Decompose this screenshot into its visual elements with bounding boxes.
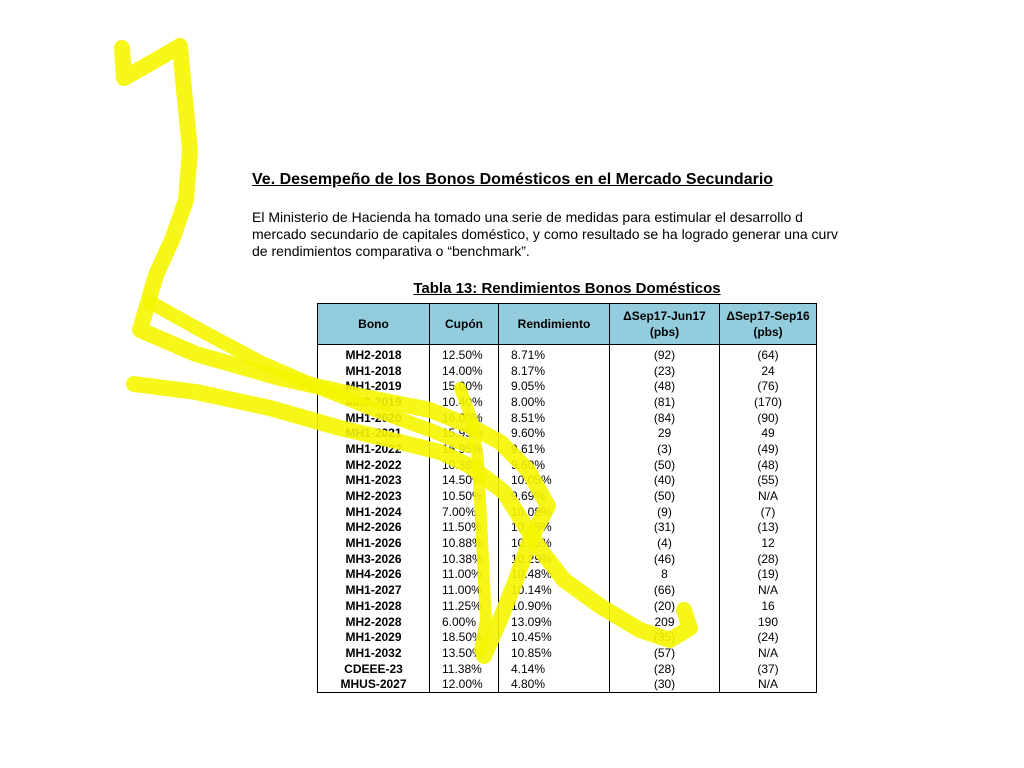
cupon-cell: 18.50%	[430, 629, 499, 645]
rendimiento-cell: 10.90%	[499, 598, 610, 614]
header-bono: Bono	[318, 304, 430, 345]
delta-sep-cell: (37)	[720, 661, 817, 677]
delta-jun-cell: (40)	[610, 473, 720, 489]
bono-cell: MH1-2024	[318, 504, 430, 520]
delta-jun-cell: (84)	[610, 410, 720, 426]
table-row	[318, 363, 817, 379]
delta-sep-cell: (90)	[720, 410, 817, 426]
rendimiento-cell: 9.61%	[499, 441, 610, 457]
table-row	[318, 520, 817, 536]
delta-jun-cell: 29	[610, 425, 720, 441]
rendimiento-cell: 9.60%	[499, 457, 610, 473]
rendimiento-cell: 10.45%	[499, 629, 610, 645]
rendimiento-cell: 4.14%	[499, 661, 610, 677]
rendimiento-cell: 10.29%	[499, 551, 610, 567]
delta-jun-cell: (4)	[610, 535, 720, 551]
table-row	[318, 535, 817, 551]
delta-sep-cell: 190	[720, 614, 817, 630]
rendimiento-cell: 13.09%	[499, 614, 610, 630]
table-row	[318, 425, 817, 441]
delta-sep-cell: 49	[720, 425, 817, 441]
delta-jun-cell: (50)	[610, 457, 720, 473]
delta-jun-cell: (30)	[610, 676, 720, 692]
cupon-cell: 15.95%	[430, 425, 499, 441]
cupon-cell: 11.00%	[430, 582, 499, 598]
header-delta-sep17-jun17: ΔSep17-Jun17 (pbs)	[610, 304, 720, 345]
table-row	[318, 629, 817, 645]
cupon-cell: 13.50%	[430, 645, 499, 661]
delta-sep-cell: (55)	[720, 473, 817, 489]
table-row	[318, 473, 817, 489]
rendimiento-cell: 8.51%	[499, 410, 610, 426]
rendimiento-cell: 10.85%	[499, 645, 610, 661]
table-row	[318, 614, 817, 630]
rendimiento-cell: 10.45%	[499, 520, 610, 536]
paragraph-line: mercado secundario de capitales doméstico, y como resultado se ha logrado generar una curv	[252, 226, 838, 242]
cupon-cell: 10.50%	[430, 488, 499, 504]
bono-cell: CDEEE-23	[318, 661, 430, 677]
table-row	[318, 567, 817, 583]
bono-cell: MH1-2021	[318, 425, 430, 441]
paragraph-line: de rendimientos comparativa o “benchmark”.	[252, 243, 530, 259]
cupon-cell: 6.00%	[430, 614, 499, 630]
delta-sep-cell: (7)	[720, 504, 817, 520]
delta-jun-cell: (3)	[610, 441, 720, 457]
delta-sep-cell: 12	[720, 535, 817, 551]
header-row	[318, 304, 817, 345]
cupon-cell: 14.00%	[430, 363, 499, 379]
intro-paragraph	[252, 209, 912, 260]
table-row	[318, 394, 817, 410]
delta-jun-cell: (81)	[610, 394, 720, 410]
table-row	[318, 378, 817, 394]
delta-jun-cell: (92)	[610, 345, 720, 363]
table-row	[318, 488, 817, 504]
rendimiento-cell: 9.69%	[499, 488, 610, 504]
bono-cell: MH1-2019	[318, 378, 430, 394]
header-cupon: Cupón	[430, 304, 499, 345]
header-rendimiento: Rendimiento	[499, 304, 610, 345]
paragraph-line: El Ministerio de Hacienda ha tomado una serie de medidas para estimular el desarrollo d	[252, 209, 803, 225]
table-row	[318, 410, 817, 426]
cupon-cell: 7.00%	[430, 504, 499, 520]
bono-cell: MH4-2026	[318, 567, 430, 583]
cupon-cell: 16.00%	[430, 410, 499, 426]
table-row	[318, 645, 817, 661]
bono-cell: MH2-2026	[318, 520, 430, 536]
delta-sep-cell: 24	[720, 363, 817, 379]
rendimiento-cell: 10.14%	[499, 582, 610, 598]
delta-sep-cell: (64)	[720, 345, 817, 363]
cupon-cell: 11.00%	[430, 567, 499, 583]
cupon-cell: 11.38%	[430, 661, 499, 677]
bono-cell: MH1-2023	[318, 473, 430, 489]
table-row	[318, 345, 817, 363]
bono-cell: MH1-2018	[318, 363, 430, 379]
cupon-cell: 10.88%	[430, 535, 499, 551]
bono-cell: MH2-2019	[318, 394, 430, 410]
delta-jun-cell: (50)	[610, 488, 720, 504]
bond-yield-table	[317, 303, 817, 693]
table-row	[318, 676, 817, 692]
rendimiento-cell: 10.05%	[499, 473, 610, 489]
delta-sep-cell: N/A	[720, 582, 817, 598]
bono-cell: MH2-2028	[318, 614, 430, 630]
table-body	[318, 345, 817, 693]
bono-cell: MH1-2020	[318, 410, 430, 426]
rendimiento-cell: 4.80%	[499, 676, 610, 692]
delta-sep-cell: N/A	[720, 676, 817, 692]
table-row	[318, 504, 817, 520]
delta-sep-cell: (13)	[720, 520, 817, 536]
bono-cell: MH1-2027	[318, 582, 430, 598]
delta-jun-cell: (66)	[610, 582, 720, 598]
bono-cell: MH2-2018	[318, 345, 430, 363]
cupon-cell: 12.50%	[430, 345, 499, 363]
section-title: Ve. Desempeño de los Bonos Domésticos en el Mercado Secundario	[252, 171, 774, 188]
bono-cell: MH2-2022	[318, 457, 430, 473]
delta-jun-cell: 209	[610, 614, 720, 630]
header-delta-sep17-sep16: ΔSep17-Sep16 (pbs)	[720, 304, 817, 345]
delta-jun-cell: (31)	[610, 520, 720, 536]
delta-jun-cell: 8	[610, 567, 720, 583]
bono-cell: MHUS-2027	[318, 676, 430, 692]
rendimiento-cell: 8.17%	[499, 363, 610, 379]
table-row	[318, 551, 817, 567]
cupon-cell: 10.38%	[430, 551, 499, 567]
delta-jun-cell: (20)	[610, 598, 720, 614]
cupon-cell: 14.50%	[430, 473, 499, 489]
rendimiento-cell: 9.05%	[499, 378, 610, 394]
cupon-cell: 11.50%	[430, 520, 499, 536]
table-row	[318, 598, 817, 614]
table-row	[318, 441, 817, 457]
cupon-cell: 12.00%	[430, 676, 499, 692]
bono-cell: MH3-2026	[318, 551, 430, 567]
delta-sep-cell: (170)	[720, 394, 817, 410]
delta-jun-cell: (57)	[610, 645, 720, 661]
bono-cell: MH1-2022	[318, 441, 430, 457]
rendimiento-cell: 9.60%	[499, 425, 610, 441]
delta-sep-cell: (49)	[720, 441, 817, 457]
rendimiento-cell: 10.48%	[499, 567, 610, 583]
cupon-cell: 15.00%	[430, 378, 499, 394]
delta-jun-cell: (48)	[610, 378, 720, 394]
bono-cell: MH1-2032	[318, 645, 430, 661]
delta-jun-cell: (23)	[610, 363, 720, 379]
rendimiento-cell: 10.08%	[499, 504, 610, 520]
delta-jun-cell: (9)	[610, 504, 720, 520]
delta-jun-cell: (28)	[610, 661, 720, 677]
cupon-cell: 11.25%	[430, 598, 499, 614]
delta-sep-cell: 16	[720, 598, 817, 614]
table-row	[318, 457, 817, 473]
table-row	[318, 661, 817, 677]
table-header	[318, 304, 817, 345]
delta-sep-cell: (48)	[720, 457, 817, 473]
delta-sep-cell: (28)	[720, 551, 817, 567]
bono-cell: MH1-2026	[318, 535, 430, 551]
delta-sep-cell: N/A	[720, 645, 817, 661]
delta-sep-cell: (24)	[720, 629, 817, 645]
delta-jun-cell: (35)	[610, 629, 720, 645]
rendimiento-cell: 8.00%	[499, 394, 610, 410]
delta-jun-cell: (46)	[610, 551, 720, 567]
bono-cell: MH1-2028	[318, 598, 430, 614]
table-title: Tabla 13: Rendimientos Bonos Domésticos	[413, 280, 721, 297]
bono-cell: MH2-2023	[318, 488, 430, 504]
table-row	[318, 582, 817, 598]
cupon-cell: 10.40%	[430, 394, 499, 410]
delta-sep-cell: (19)	[720, 567, 817, 583]
delta-sep-cell: (76)	[720, 378, 817, 394]
cupon-cell: 10.38%	[430, 457, 499, 473]
delta-sep-cell: N/A	[720, 488, 817, 504]
bono-cell: MH1-2029	[318, 629, 430, 645]
rendimiento-cell: 8.71%	[499, 345, 610, 363]
rendimiento-cell: 10.15%	[499, 535, 610, 551]
cupon-cell: 16.95%	[430, 441, 499, 457]
